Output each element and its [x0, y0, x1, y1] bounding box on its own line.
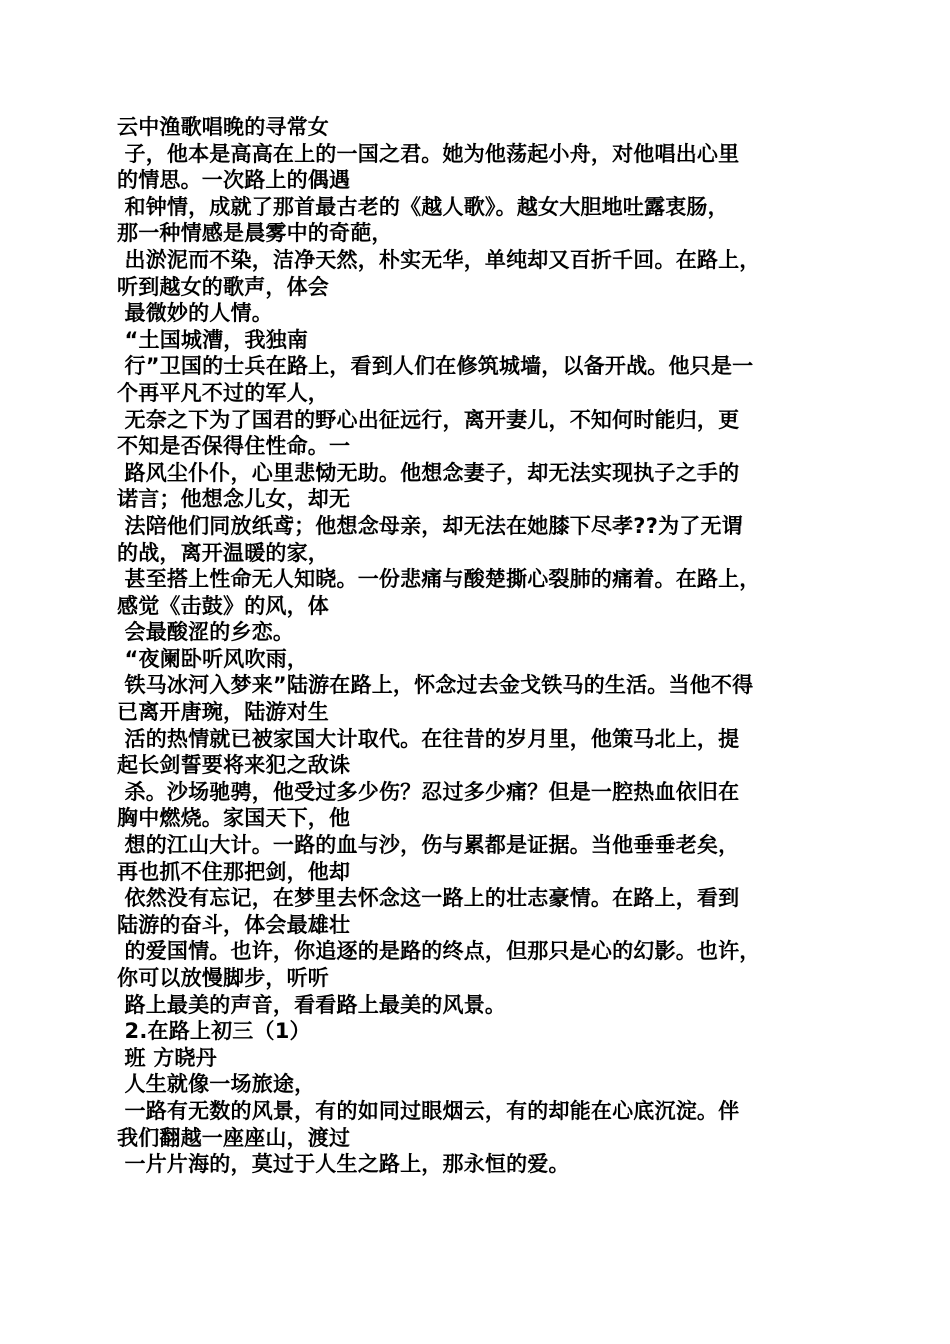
- text-line: 那一种情感是晨雾中的奇葩，: [117, 221, 393, 246]
- text-line: 最微妙的人情。: [117, 301, 273, 326]
- text-line: 听到越女的歌声，体会: [117, 274, 329, 299]
- text-line: 无奈之下为了国君的野心出征远行，离开妻儿，不知何时能归，更: [117, 407, 740, 432]
- text-line: 起长剑誓要将来犯之敌诛: [117, 753, 351, 778]
- text-line: 一路有无数的风景，有的如同过眼烟云，有的却能在心底沉淀。伴: [117, 1098, 740, 1123]
- text-line: 的爱国情。也许，你追逐的是路的终点，但那只是心的幻影。也许，: [117, 939, 761, 964]
- text-line: 陆游的奋斗，体会最雄壮: [117, 912, 351, 937]
- text-line: 路风尘仆仆，心里悲恸无助。他想念妻子，却无法实现执子之手的: [117, 460, 740, 485]
- essay-text-body: [117, 114, 837, 1178]
- text-line: 活的热情就已被家国大计取代。在往昔的岁月里，他策马北上，提: [117, 726, 740, 751]
- text-line: 不知是否保得住性命。一: [117, 434, 351, 459]
- text-line: 依然没有忘记，在梦里去怀念这一路上的壮志豪情。在路上，看到: [117, 886, 740, 911]
- text-line: 杀。沙场驰骋，他受过多少伤？忍过多少痛？但是一腔热血依旧在: [117, 779, 740, 804]
- text-line: 甚至搭上性命无人知晓。一份悲痛与酸楚撕心裂肺的痛着。在路上，: [117, 567, 761, 592]
- text-line: “土国城漕，我独南: [117, 327, 309, 352]
- text-line: 个再平凡不过的军人，: [117, 380, 329, 405]
- text-line: 出淤泥而不染，洁净天然，朴实无华，单纯却又百折千回。在路上，: [117, 247, 761, 272]
- text-line: 你可以放慢脚步，听听: [117, 966, 329, 990]
- text-line: 人生就像一场旅途，: [117, 1072, 316, 1097]
- text-line: 胸中燃烧。家国天下，他: [117, 806, 351, 831]
- text-line: 铁马冰河入梦来”陆游在路上，怀念过去金戈铁马的生活。当他不得: [117, 673, 754, 698]
- text-line: 云中渔歌唱晚的寻常女: [117, 115, 329, 139]
- text-line: 子，他本是高高在上的一国之君。她为他荡起小舟，对他唱出心里: [117, 141, 740, 166]
- text-line: “夜阑卧听风吹雨，: [117, 646, 309, 671]
- text-line: 行”卫国的士兵在路上，看到人们在修筑城墙，以备开战。他只是一: [117, 354, 754, 379]
- section-heading: 2.在路上初三（1）: [117, 1019, 311, 1044]
- text-line: 一片片海的，莫过于人生之路上，那永恒的爱。: [117, 1152, 570, 1177]
- author-line: 班 方晓丹: [117, 1045, 217, 1070]
- text-line: 的情思。一次路上的偶遇: [117, 168, 351, 193]
- text-line: 的战，离开温暖的家，: [117, 540, 329, 565]
- text-line: 会最酸涩的乡恋。: [117, 620, 295, 645]
- text-line: 法陪他们同放纸鸢；他想念母亲，却无法在她膝下尽孝??为了无谓: [117, 513, 743, 538]
- text-line: 诺言；他想念儿女，却无: [117, 487, 351, 512]
- text-line: 路上最美的声音，看看路上最美的风景。: [117, 992, 507, 1017]
- text-line: 已离开唐琬，陆游对生: [117, 700, 329, 725]
- text-line: 感觉《击鼓》的风，体: [117, 593, 329, 618]
- text-line: 和钟情，成就了那首最古老的《越人歌》。越女大胆地吐露衷肠，: [117, 194, 729, 219]
- text-line: 我们翻越一座座山，渡过: [117, 1125, 351, 1150]
- text-line: 再也抓不住那把剑，他却: [117, 859, 351, 884]
- text-line: 想的江山大计。一路的血与沙，伤与累都是证据。当他垂垂老矣，: [117, 833, 740, 858]
